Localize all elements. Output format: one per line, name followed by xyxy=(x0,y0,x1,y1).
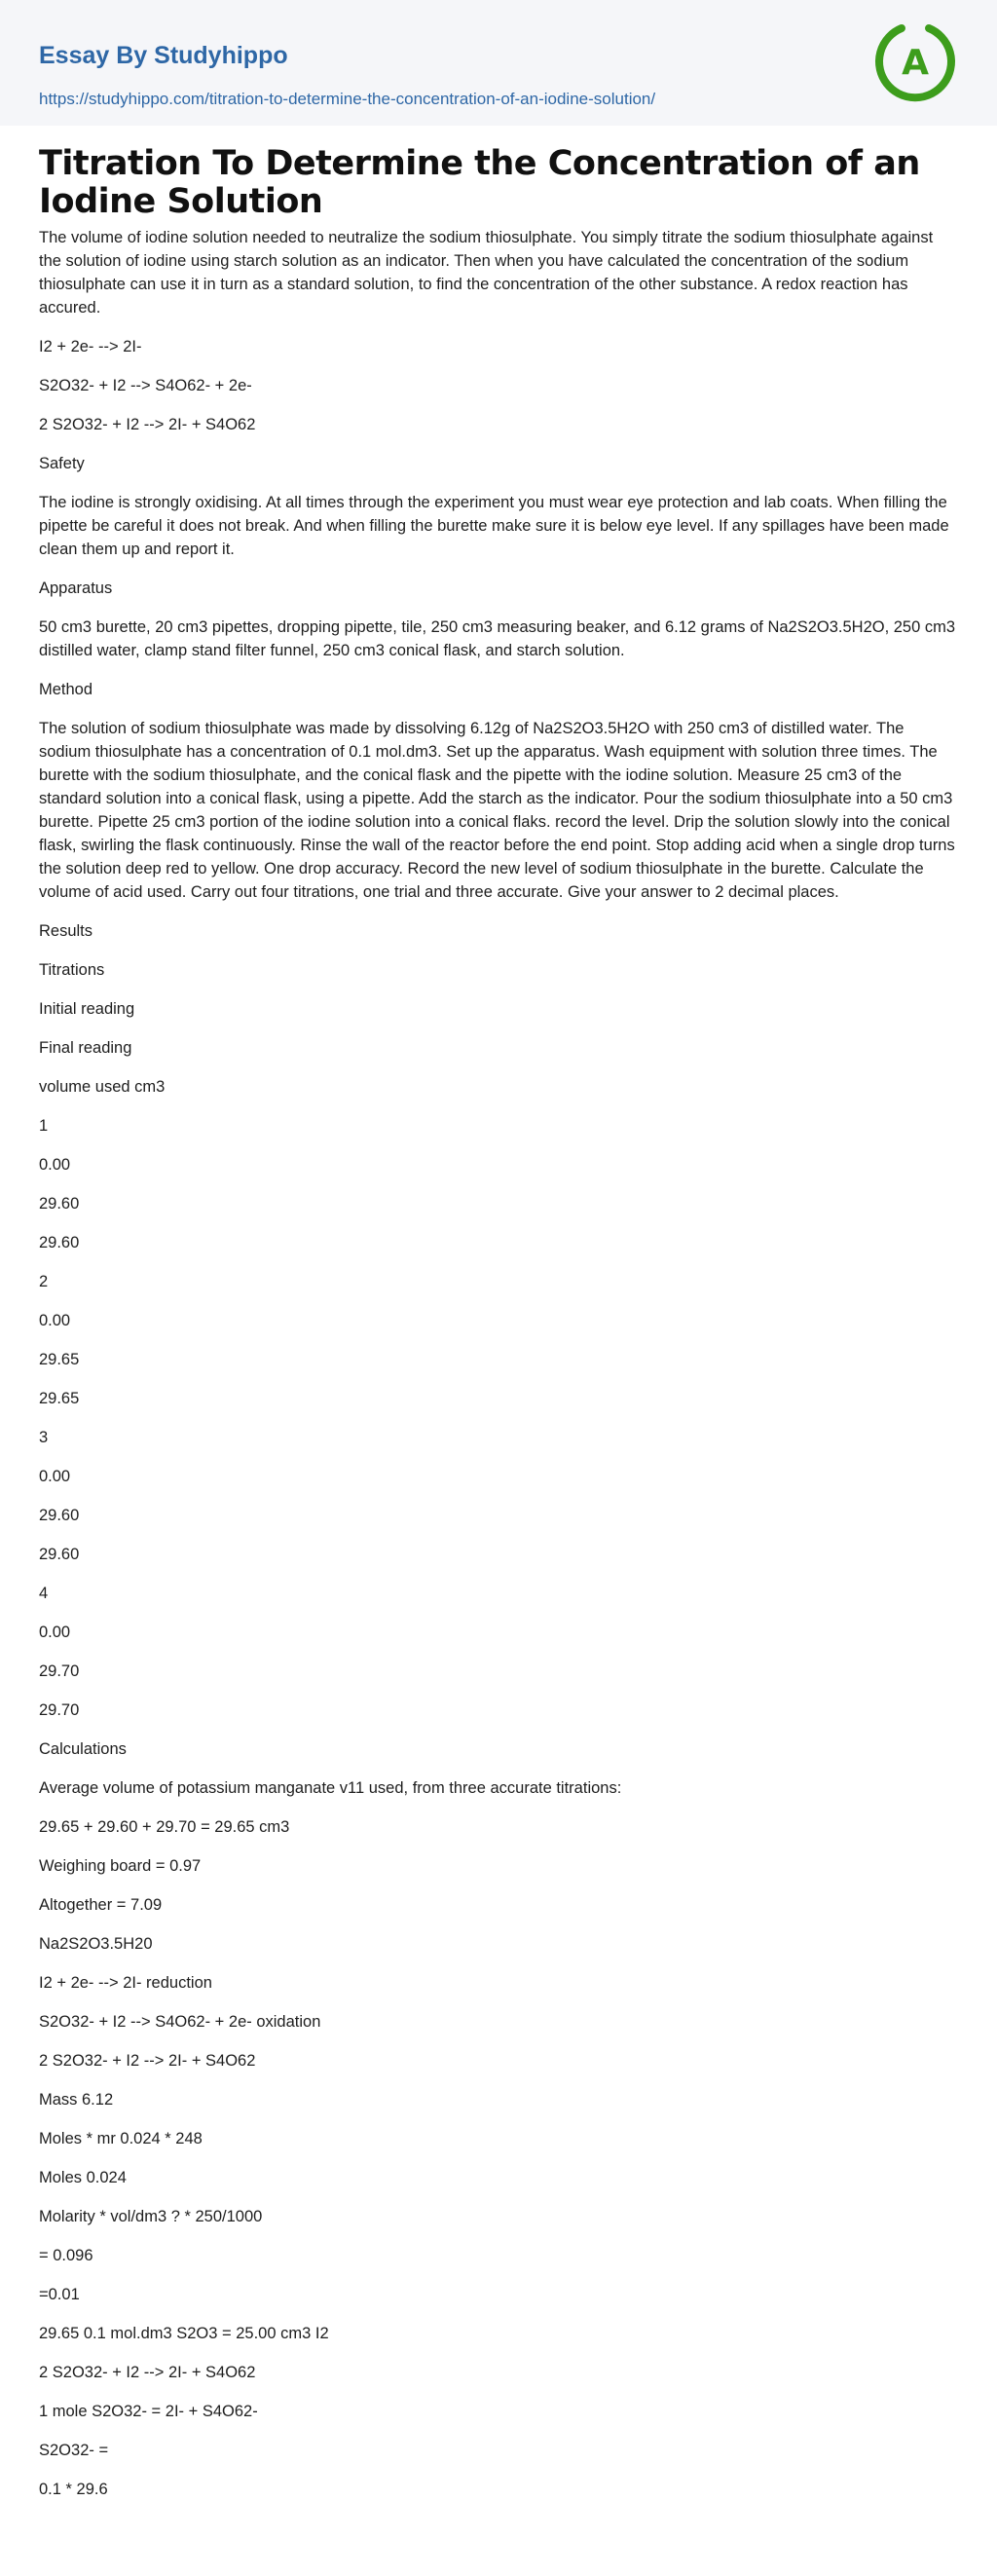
essay-paragraph: 29.65 + 29.60 + 29.70 = 29.65 cm3 xyxy=(39,1818,290,1836)
essay-paragraph: 2 S2O32- + I2 --> 2I- + S4O62 xyxy=(39,2364,256,2381)
essay-paragraph: 29.60 xyxy=(39,1234,80,1251)
essay-paragraph: The volume of iodine solution needed to neutralize the sodium thiosulphate. You simply titrate the sodium thiosulphate against the solution of iodine using starch solution as an indicator. Then when you have calculated the concentration of the sodium thiosulphate can use it in turn as a standard solution, to find the concentration of the other substance. A redox reaction has accured. xyxy=(39,229,934,317)
essay-paragraph: Mass 6.12 xyxy=(39,2091,114,2109)
essay-paragraph: 29.60 xyxy=(39,1507,80,1524)
essay-paragraph: The solution of sodium thiosulphate was made by dissolving 6.12g of Na2S2O3.5H2O with 250 cm3 of distilled water. The sodium thiosulphate has a concentration of 0.1 mol.dm3. Set up the apparatus. Wash equipment with solution three times. The burette with the sodium thiosulphate, and the conical flask and the pipette with the iodine solution. Measure 25 cm3 of the standard solution into a conical flask, using a pipette. Add the starch as the indicator. Pour the sodium thiosulphate into a 50 cm3 burette. Pipette 25 cm3 portion of the iodine solution into a conical flaks. record the level. Drip the solution slowly into the conical flask, swirling the flask continuously. Rinse the wall of the reactor before the end point. Stop adding acid when a single drop turns the solution deep red to yellow. One drop accuracy. Record the new level of sodium thiosulphate in the burette. Calculate the volume of acid used. Carry out four titrations, one trial and three accurate. Give your answer to 2 decimal places. xyxy=(39,720,955,901)
essay-paragraph: 3 xyxy=(39,1429,49,1446)
essay-paragraph: 29.65 xyxy=(39,1390,80,1407)
essay-paragraph: The iodine is strongly oxidising. At all times through the experiment you must wear eye protection and lab coats. When filling the pipette be careful it does not break. And when filling the burette make sure it is below eye level. If any spillages have been made clean them up and report it. xyxy=(39,494,949,558)
essay-paragraph: Weighing board = 0.97 xyxy=(39,1857,202,1875)
essay-paragraph: Safety xyxy=(39,455,85,472)
essay-paragraph: 50 cm3 burette, 20 cm3 pipettes, dropping pipette, tile, 250 cm3 measuring beaker, and 6.12 grams of Na2S2O3.5H2O, 250 cm3 distilled water, clamp stand filter funnel, 250 cm3 conical flask, and starch solution. xyxy=(39,618,956,659)
studyhippo-logo-icon xyxy=(872,19,958,104)
essay-paragraph: 4 xyxy=(39,1585,49,1602)
essay-body xyxy=(39,226,958,2501)
page-title: Titration To Determine the Concentration of an Iodine Solution xyxy=(39,144,920,221)
essay-paragraph: Average volume of potassium manganate v11 used, from three accurate titrations: xyxy=(39,1779,622,1797)
essay-paragraph: S2O32- = xyxy=(39,2442,109,2459)
essay-paragraph: Molarity * vol/dm3 ? * 250/1000 xyxy=(39,2208,263,2225)
essay-paragraph: Apparatus xyxy=(39,579,113,597)
essay-paragraph: 0.00 xyxy=(39,1468,71,1485)
essay-paragraph: 2 S2O32- + I2 --> 2I- + S4O62 xyxy=(39,416,256,433)
essay-paragraph: Results xyxy=(39,922,93,940)
site-title: Essay By Studyhippo xyxy=(39,42,288,69)
essay-paragraph: I2 + 2e- --> 2I- xyxy=(39,338,142,355)
essay-paragraph: 0.1 * 29.6 xyxy=(39,2481,108,2498)
essay-paragraph: Initial reading xyxy=(39,1000,135,1018)
essay-paragraph: volume used cm3 xyxy=(39,1078,166,1096)
essay-paragraph: 0.00 xyxy=(39,1624,71,1641)
essay-paragraph: 2 S2O32- + I2 --> 2I- + S4O62 xyxy=(39,2052,256,2070)
essay-paragraph: I2 + 2e- --> 2I- reduction xyxy=(39,1974,212,1992)
essay-paragraph: Moles * mr 0.024 * 248 xyxy=(39,2130,203,2147)
essay-paragraph: 29.65 0.1 mol.dm3 S2O3 = 25.00 cm3 I2 xyxy=(39,2325,329,2342)
essay-paragraph: Titrations xyxy=(39,961,105,979)
essay-paragraph: S2O32- + I2 --> S4O62- + 2e- xyxy=(39,377,252,394)
essay-paragraph: = 0.096 xyxy=(39,2247,93,2264)
essay-paragraph: 0.00 xyxy=(39,1156,71,1174)
essay-paragraph: 1 mole S2O32- = 2I- + S4O62- xyxy=(39,2403,258,2420)
essay-paragraph: Method xyxy=(39,681,93,698)
essay-paragraph: S2O32- + I2 --> S4O62- + 2e- oxidation xyxy=(39,2013,321,2031)
source-url-link[interactable]: https://studyhippo.com/titration-to-determine-the-concentration-of-an-iodine-solution/ xyxy=(39,90,656,108)
logo-letter: A xyxy=(902,43,929,83)
essay-paragraph: 29.60 xyxy=(39,1546,80,1563)
essay-paragraph: Final reading xyxy=(39,1039,132,1057)
essay-paragraph: 29.60 xyxy=(39,1195,80,1213)
essay-paragraph: 0.00 xyxy=(39,1312,71,1329)
essay-paragraph: =0.01 xyxy=(39,2286,80,2303)
essay-paragraph: Calculations xyxy=(39,1740,127,1758)
essay-paragraph: 2 xyxy=(39,1273,49,1290)
essay-content xyxy=(0,126,997,2501)
essay-paragraph: 1 xyxy=(39,1117,49,1135)
site-header xyxy=(0,0,997,126)
essay-paragraph: Altogether = 7.09 xyxy=(39,1896,163,1914)
essay-paragraph: 29.65 xyxy=(39,1351,80,1368)
essay-paragraph: Na2S2O3.5H20 xyxy=(39,1935,153,1953)
essay-paragraph: 29.70 xyxy=(39,1662,80,1680)
essay-paragraph: 29.70 xyxy=(39,1701,80,1719)
essay-paragraph: Moles 0.024 xyxy=(39,2169,127,2186)
